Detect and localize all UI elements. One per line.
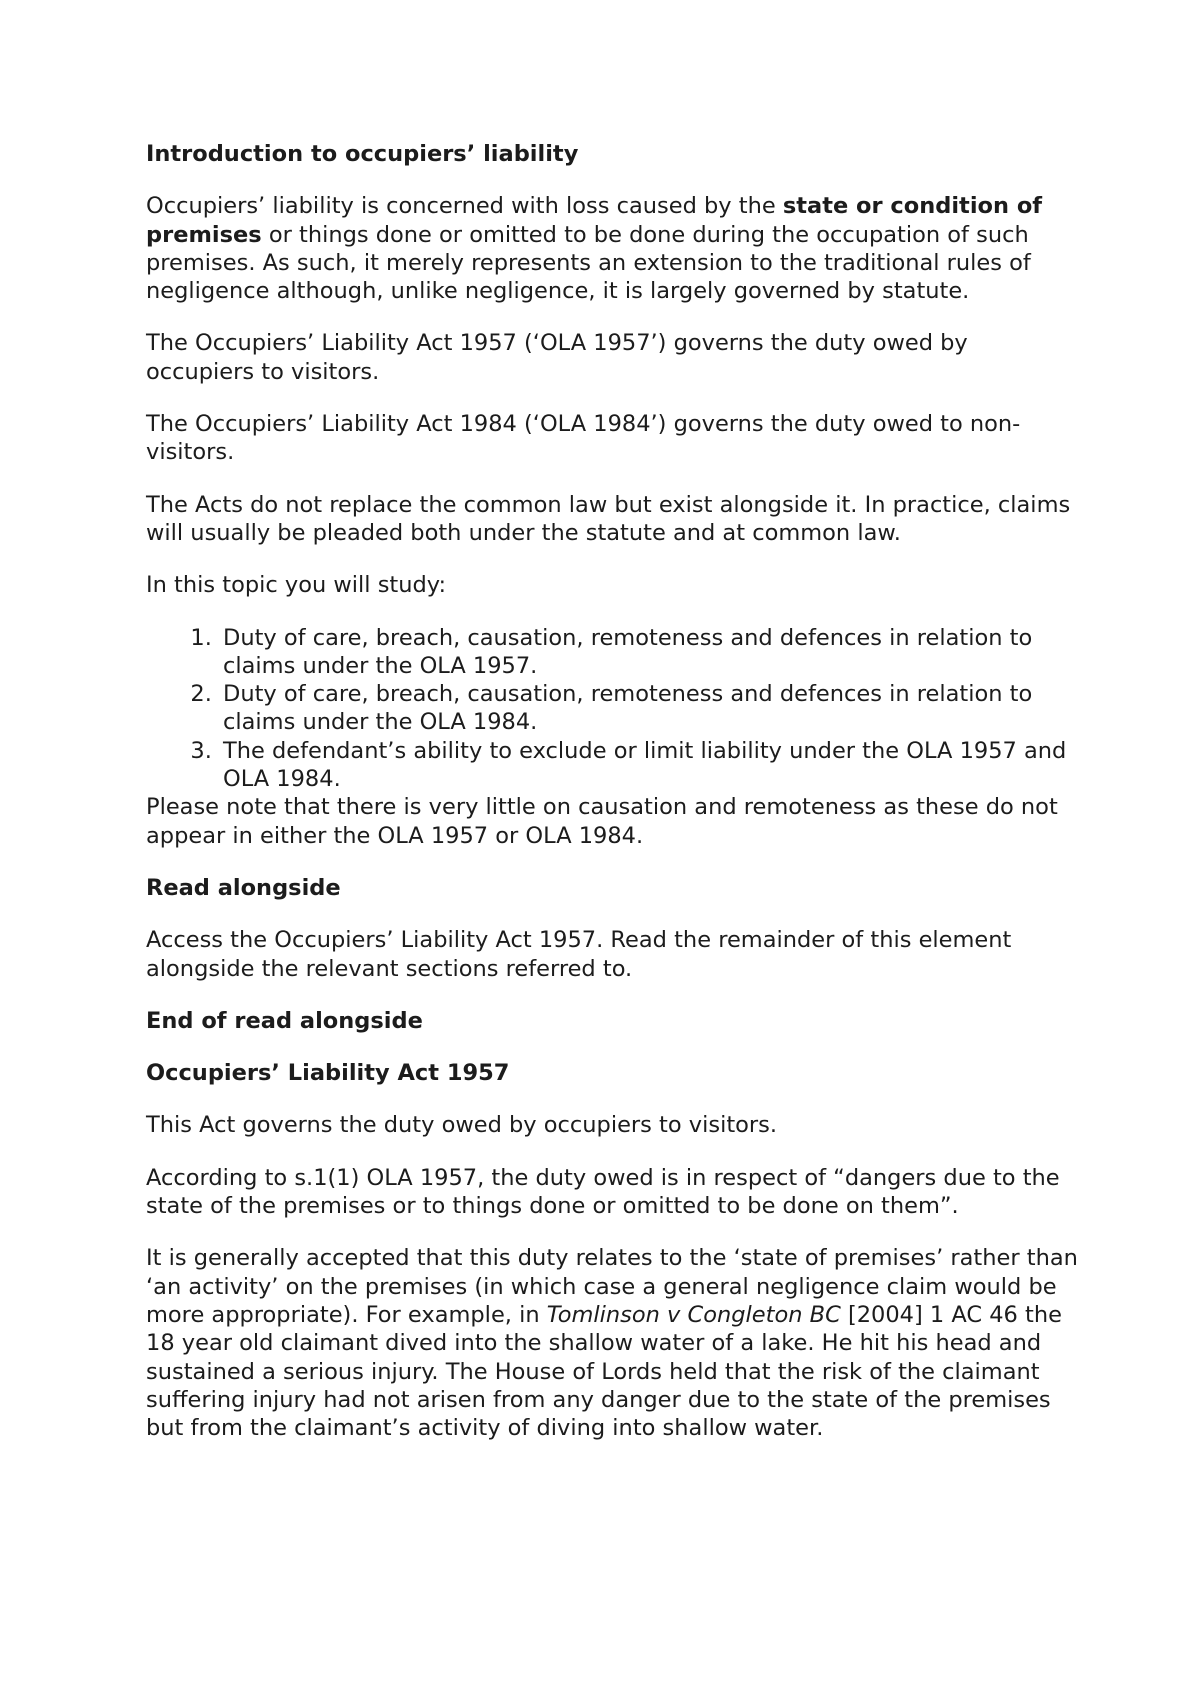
ola1957-paragraph-3 [146,1244,1081,1442]
read-alongside-heading: Read alongside [146,874,341,901]
ola1957-heading: Occupiers’ Liability Act 1957 [146,1060,510,1087]
read-alongside-text: Access the Occupiers’ Liability Act 1957. Read the remainder of this element alongside the relevant sections referred to. [146,927,1012,982]
ola1957-paragraph-2: According to s.1(1) OLA 1957, the duty owed is in respect of “dangers due to the state of the premises or to things done or omitted to be done on them”. [146,1164,1060,1220]
case-name: Tomlinson v Congleton BC [546,1301,841,1328]
document-page [146,140,1081,1466]
list-item: 1. Duty of care, breach, causation, remoteness and defences in relation to claims under the OLA 1957. [219,624,1081,681]
list-item: 2. Duty of care, breach, causation, remoteness and defences in relation to claims under the OLA 1984. [219,680,1081,737]
intro-paragraph-1 [146,192,1081,305]
intro-paragraph-3: The Occupiers’ Liability Act 1984 (‘OLA 1984’) governs the duty owed to non-visitors. [146,411,1021,466]
intro-p1-text-a: Occupiers’ liability is concerned with loss caused by the [146,193,783,220]
intro-heading: Introduction to occupiers’ liability [146,141,579,167]
intro-paragraph-6: Please note that there is very little on causation and remoteness as these do not appear in either the OLA 1957 or OLA 1984. [146,794,1058,849]
intro-paragraph-2: The Occupiers’ Liability Act 1957 (‘OLA 1957’) governs the duty owed by occupiers to visitors. [146,330,968,385]
intro-p1-bold: state or condition of premises [146,193,1043,248]
study-list [146,624,1081,794]
ola1957-p3-text-a: It is generally accepted that this duty relates to the ‘state of premises’ rather than ‘an activity’ on the premises (in which case a general negligence claim would be more appropriate). For example, in [146,1245,1078,1328]
intro-paragraph-5: In this topic you will study: [146,572,447,599]
ola1957-paragraph-1: This Act governs the duty owed by occupiers to visitors. [146,1112,778,1139]
ola1957-p3-text-b: [2004] 1 AC 46 the 18 year old claimant dived into the shallow water of a lake. He hit his head and sustained a serious injury. The House of Lords held that the risk of the claimant suffering injury had not arisen from any danger due to the state of the premises but from the claimant’s activity of diving into shallow water. [146,1301,1062,1442]
intro-p1-text-b: or things done or omitted to be done during the occupation of such premises. As such, it merely represents an extension to the traditional rules of negligence although, unlike negligence, it is largely governed by statute. [146,221,1031,305]
end-read-alongside-heading: End of read alongside [146,1007,423,1034]
list-item: 3. The defendant’s ability to exclude or limit liability under the OLA 1957 and OLA 1984. [219,737,1081,794]
intro-paragraph-4: The Acts do not replace the common law but exist alongside it. In practice, claims will usually be pleaded both under the statute and at common law. [146,491,1071,546]
